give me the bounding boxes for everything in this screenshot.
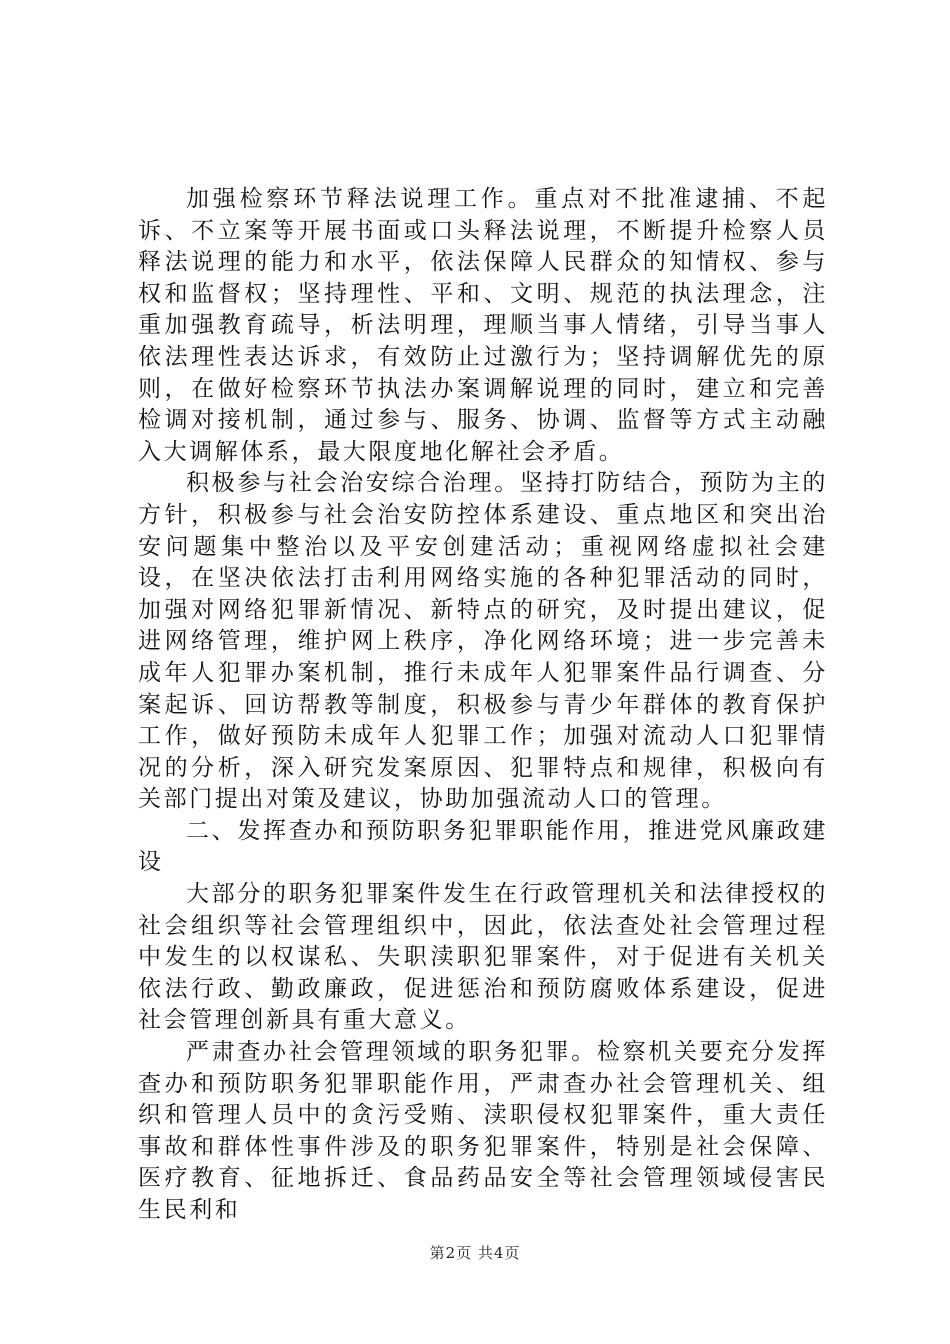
paragraph-public-security: 积极参与社会治安综合治理。坚持打防结合，预防为主的方针，积极参与社会治安防控体系建设、重点地区和突出治安问题集中整治以及平安创建活动；重视网络虚拟社会建设，在坚决依法打击利用网络实施的各种犯罪活动的同时，加强对网络犯罪新情况、新特点的研究，及时提出建议，促进网络管理，维护网上秩序，净化网络环境；进一步完善未成年人犯罪办案机制，推行未成年人犯罪案件品行调查、分案起诉、回访帮教等制度，积极参与青少年群体的教育保护工作，做好预防未成年人犯罪工作；加强对流动人口犯罪情况的分析，深入研究发案原因、犯罪特点和规律，积极向有关部门提出对策及建议，协助加强流动人口的管理。 (138, 470, 828, 813)
page-number-footer: 第2页 共4页 (429, 1244, 521, 1262)
section-heading-2: 二、发挥查办和预防职务犯罪职能作用，推进党风廉政建设 (138, 817, 828, 876)
paragraph-duty-crime-intro: 大部分的职务犯罪案件发生在行政管理机关和法律授权的社会组织等社会管理组织中，因此，依法查处社会管理过程中发生的以权谋私、失职渎职犯罪案件，对于促进有关机关依法行政、勤政廉政，促进惩治和预防腐败体系建设，促进社会管理创新具有重大意义。 (138, 881, 828, 1034)
paragraph-explain-law: 加强检察环节释法说理工作。重点对不批准逮捕、不起诉、不立案等开展书面或口头释法说理，不断提升检察人员释法说理的能力和水平，依法保障人民群众的知情权、参与权和监督权；坚持理性、平和、文明、规范的执法理念，注重加强教育疏导，析法明理，理顺当事人情绪，引导当事人依法理性表达诉求，有效防止过激行为；坚持调解优先的原则，在做好检察环节执法办案调解说理的同时，建立和完善检调对接机制，通过参与、服务、协调、监督等方式主动融入大调解体系，最大限度地化解社会矛盾。 (138, 186, 828, 465)
paragraph-investigate-duty-crime: 严肃查办社会管理领域的职务犯罪。检察机关要充分发挥查办和预防职务犯罪职能作用，严肃查办社会管理机关、组织和管理人员中的贪污受贿、渎职侵权犯罪案件，重大责任事故和群体性事件涉及的职务犯罪案件，特别是社会保障、医疗教育、征地拆迁、食品药品安全等社会管理领域侵害民生民利和 (138, 1039, 828, 1223)
document-body (138, 184, 828, 1227)
